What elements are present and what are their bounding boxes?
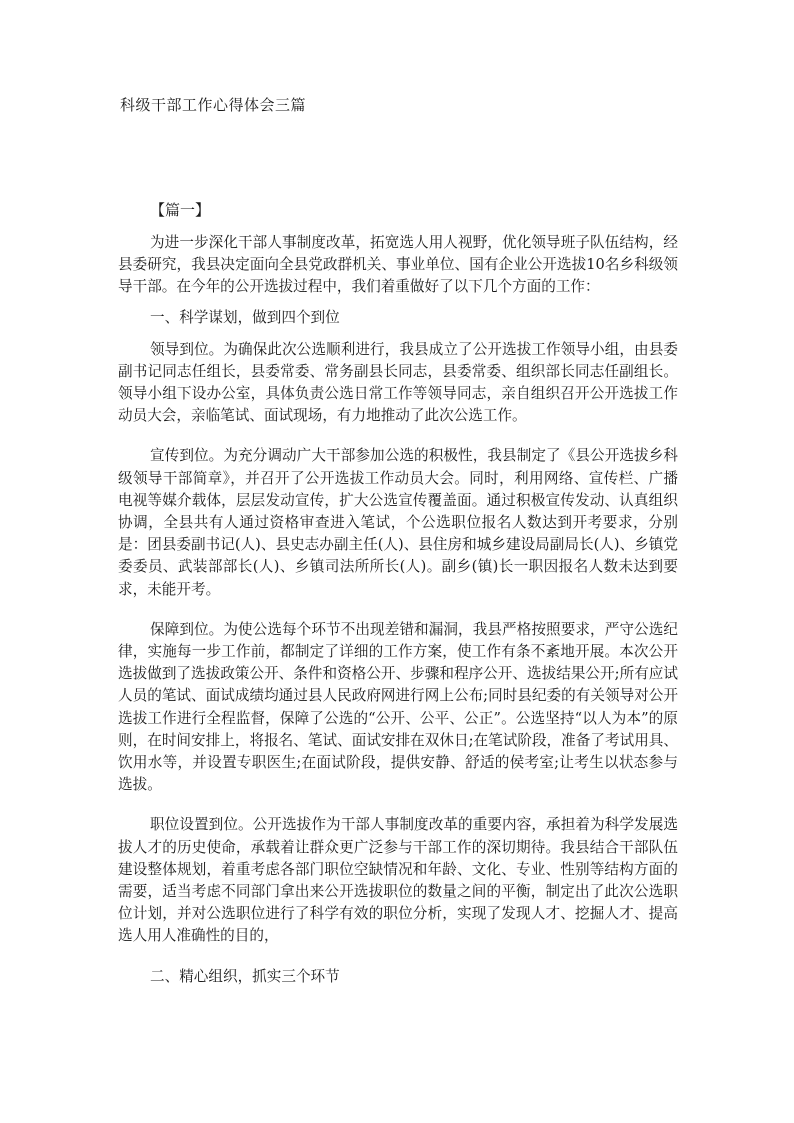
heading-section-one: 一、科学谋划，做到四个到位 — [150, 308, 340, 326]
section-label: 【篇一】 — [150, 201, 211, 219]
paragraph-intro: 为进一步深化干部人事制度改革，拓宽选人用人视野，优化领导班子队伍结构，经县委研究，我县决定面向全县党政群机关、事业单位、国有企业公开选拔10名乡科级领导干部。在今年的公开选拔过程中，我们着重做好了以下几个方面的工作： — [118, 234, 678, 296]
document-title: 科级干部工作心得体会三篇 — [120, 96, 307, 114]
heading-section-two: 二、精心组织，抓实三个环节 — [150, 967, 340, 985]
paragraph-leadership: 领导到位。为确保此次公选顺利进行，我县成立了公开选拔工作领导小组，由县委副书记同志任组长，县委常委、常务副县长同志，县委常委、组织部长同志任副组长。领导小组下设办公室，具体负责公选日常工作等领导同志，亲自组织召开公开选拔工作动员大会，亲临笔试、面试现场，有力地推动了此次公选工作。 — [118, 340, 678, 425]
paragraph-publicity: 宣传到位。为充分调动广大干部参加公选的积极性，我县制定了《县公开选拔乡科级领导干部简章》，并召开了公开选拔工作动员大会。同时，利用网络、宣传栏、广播电视等媒介载体，层层发动宣传，扩大公选宣传覆盖面。通过积极宣传发动、认真组织协调，全县共有人通过资格审查进入笔试，个公选职位报名人数达到开考要求，分别是：团县委副书记(人)、县史志办副主任(人)、县住房和城乡建设局副局长(人)、乡镇党委委员、武装部部长(人)、乡镇司法所所长(人)。副乡(镇)长一职因报名人数未达到要求，未能开考。 — [118, 447, 678, 598]
document-body — [118, 198, 678, 998]
paragraph-guarantee: 保障到位。为使公选每个环节不出现差错和漏洞，我县严格按照要求，严守公选纪律，实施每一步工作前，都制定了详细的工作方案，使工作有条不紊地开展。本次公开选拔做到了选拔政策公开、条件和资格公开、步骤和程序公开、选拔结果公开;所有应试人员的笔试、面试成绩均通过县人民政府网进行网上公布;同时县纪委的有关领导对公开选拔工作进行全程监督，保障了公选的“公开、公平、公正”。公选坚持“以人为本”的原则，在时间安排上，将报名、笔试、面试安排在双休日;在笔试阶段，准备了考试用具、饮用水等，并设置专职医生;在面试阶段，提供安静、舒适的侯考室;让考生以状态参与选拔。 — [118, 620, 678, 794]
paragraph-position-setting: 职位设置到位。公开选拔作为干部人事制度改革的重要内容，承担着为科学发展选拔人才的历史使命，承载着让群众更广泛参与干部工作的深切期待。我县结合干部队伍建设整体规划，着重考虑各部门职位空缺情况和年龄、文化、专业、性别等结构方面的需要，适当考虑不同部门拿出来公开选拔职位的数量之间的平衡，制定出了此次公选职位计划，并对公选职位进行了科学有效的职位分析，实现了发现人才、挖掘人才、提高选人用人准确性的目的， — [118, 816, 678, 945]
